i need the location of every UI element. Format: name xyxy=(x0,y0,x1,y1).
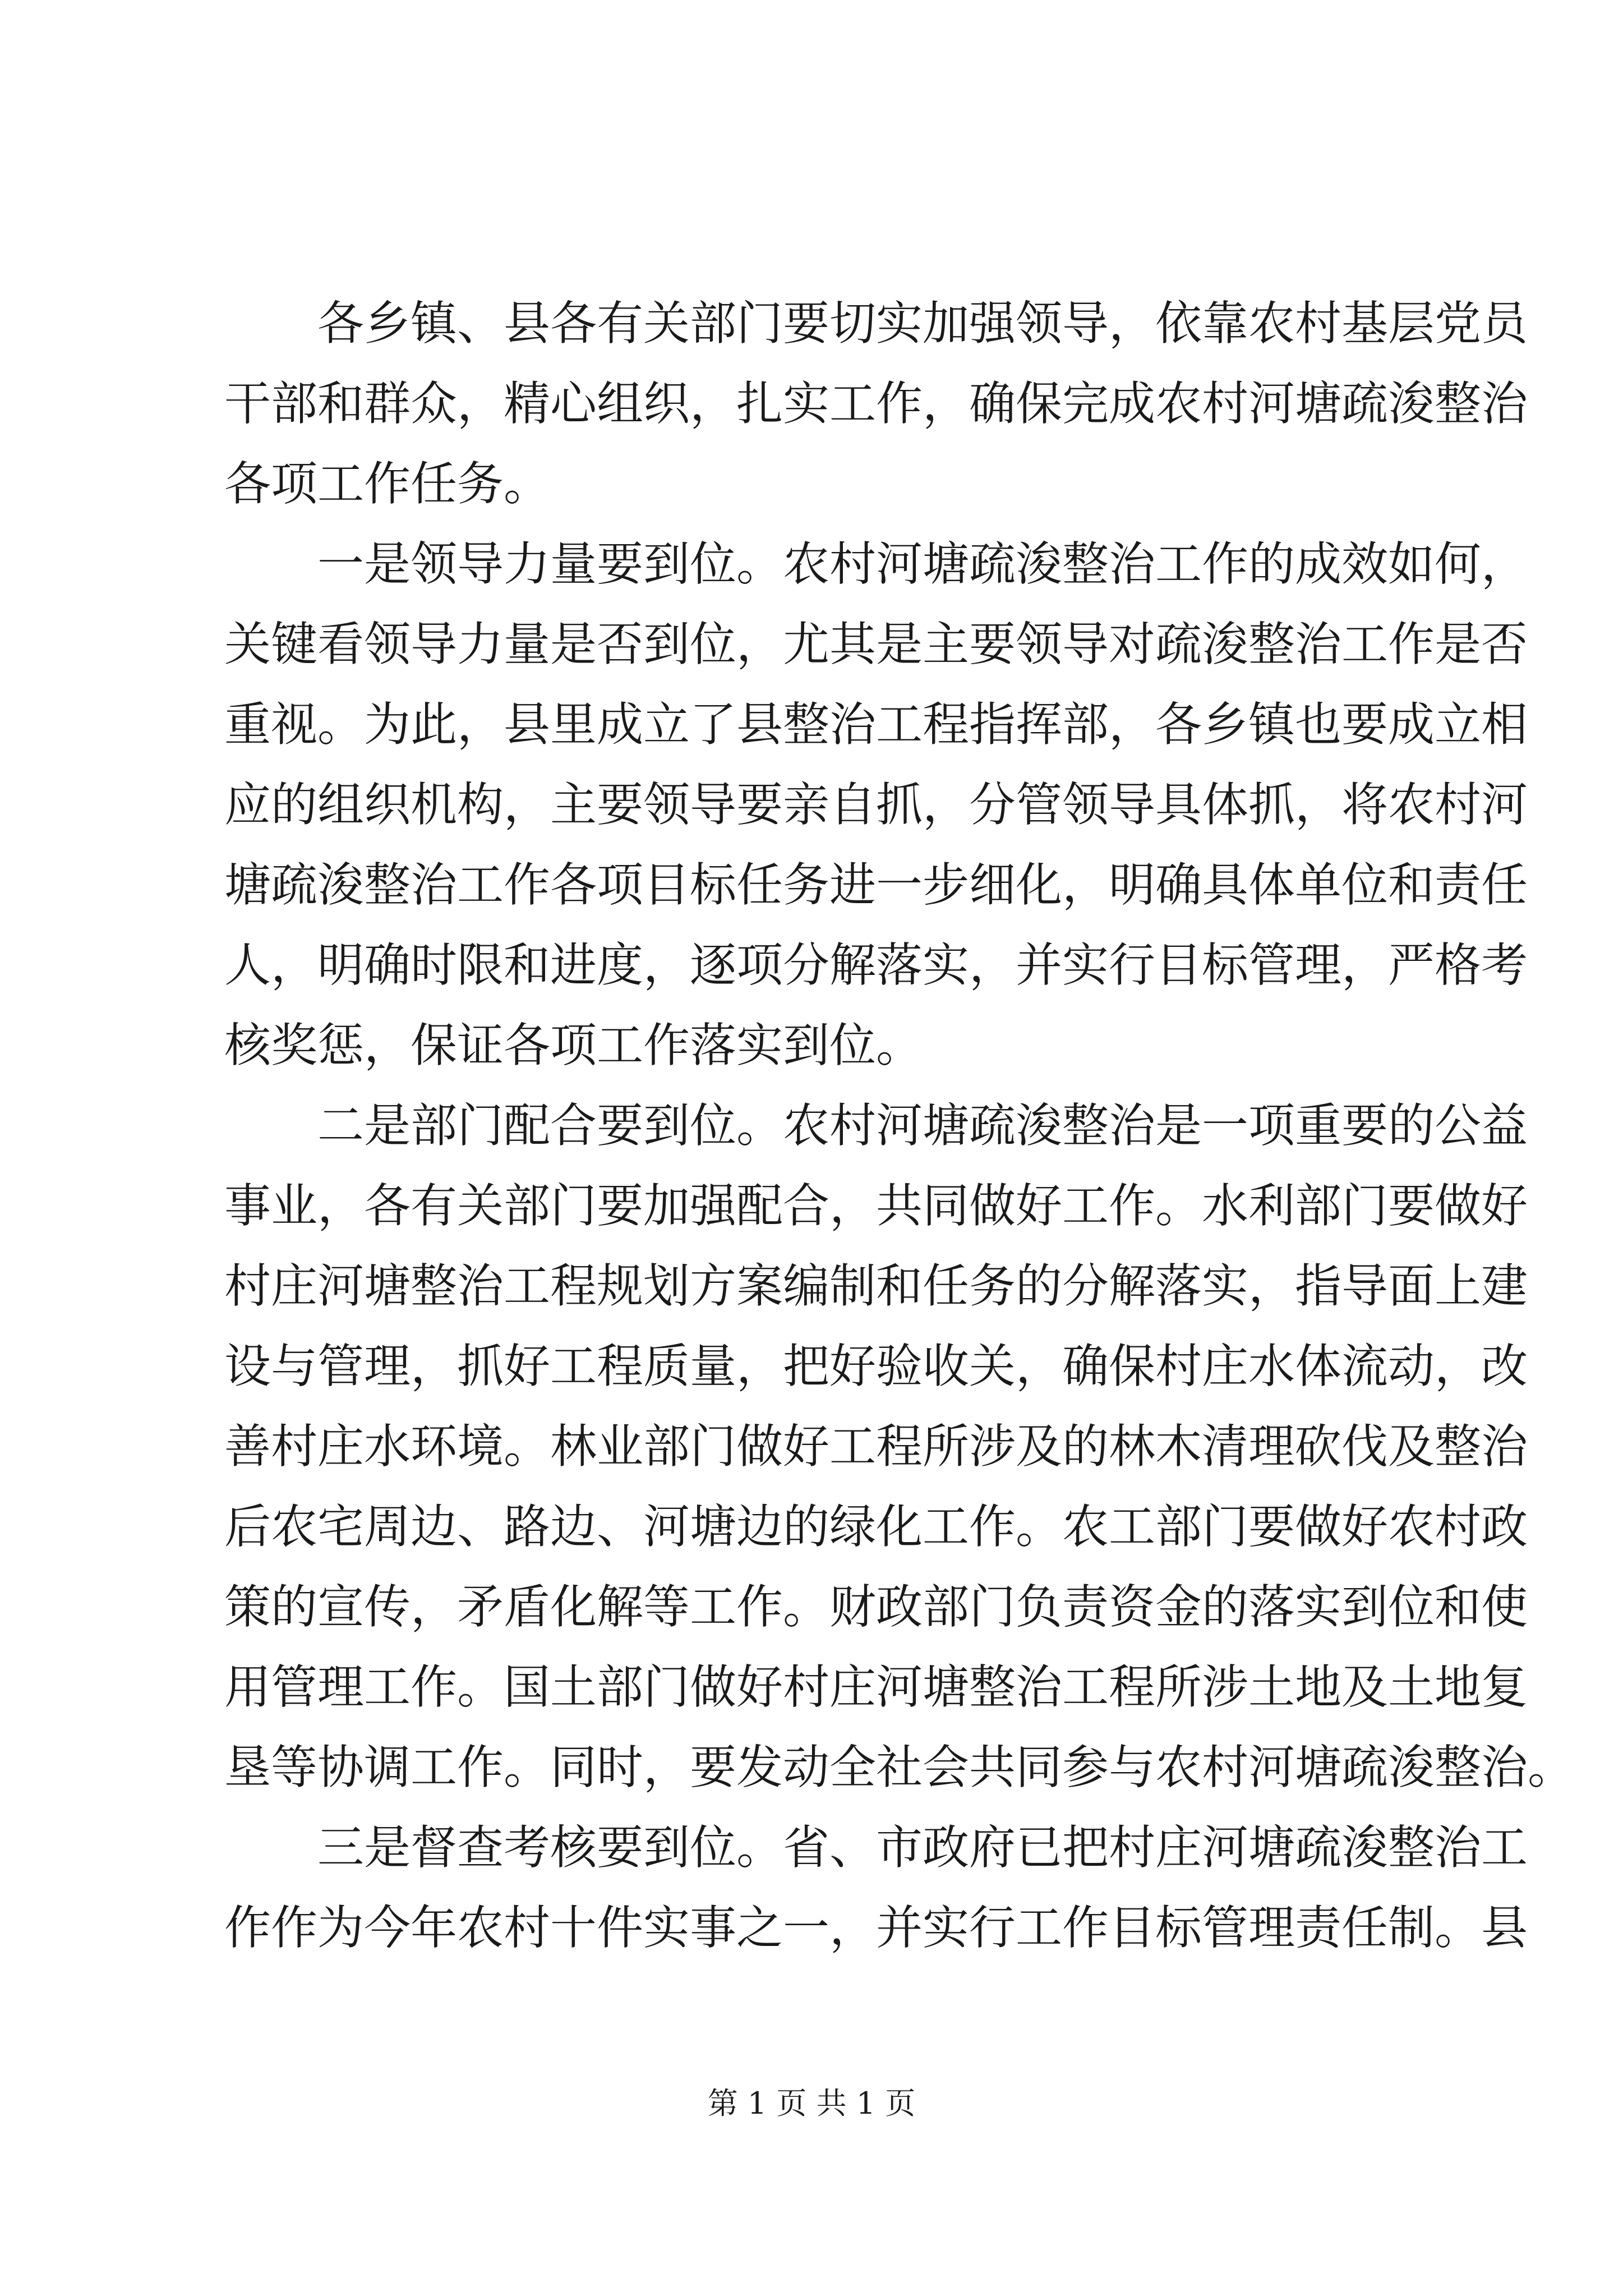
paragraph-2-line-2: 关键看领导力量是否到位，尤其是主要领导对疏浚整治工作是否 xyxy=(224,617,1528,671)
paragraph-2-line-7: 核奖惩，保证各项工作落实到位。 xyxy=(224,1018,923,1073)
paragraph-1-line-2: 干部和群众，精心组织，扎实工作，确保完成农村河塘疏浚整治 xyxy=(224,376,1528,431)
paragraph-3-line-3: 村庄河塘整治工程规划方案编制和任务的分解落实，指导面上建 xyxy=(224,1259,1528,1313)
paragraph-2-line-4: 应的组织机构，主要领导要亲自抓，分管领导具体抓，将农村河 xyxy=(224,777,1528,832)
paragraph-3-line-2: 事业，各有关部门要加强配合，共同做好工作。水利部门要做好 xyxy=(224,1179,1528,1233)
paragraph-2-line-1: 一是领导力量要到位。农村河塘疏浚整治工作的成效如何， xyxy=(317,537,1528,591)
paragraph-2-line-3: 重视。为此，县里成立了县整治工程指挥部，各乡镇也要成立相 xyxy=(224,697,1528,752)
page-footer: 第 1 页 共 1 页 xyxy=(707,2086,916,2121)
paragraph-1-line-3: 各项工作任务。 xyxy=(224,457,550,511)
paragraph-3-line-7: 策的宣传，矛盾化解等工作。财政部门负责资金的落实到位和使 xyxy=(224,1580,1528,1634)
paragraph-3-line-8: 用管理工作。国土部门做好村庄河塘整治工程所涉土地及土地复 xyxy=(224,1660,1528,1714)
document-body xyxy=(224,283,1574,1968)
paragraph-2-line-6: 人，明确时限和进度，逐项分解落实，并实行目标管理，严格考 xyxy=(224,938,1528,992)
paragraph-2-line-5: 塘疏浚整治工作各项目标任务进一步细化，明确具体单位和责任 xyxy=(224,858,1528,912)
paragraph-4-line-2: 作作为今年农村十件实事之一，并实行工作目标管理责任制。县 xyxy=(224,1901,1528,1955)
paragraph-3-line-9: 垦等协调工作。同时，要发动全社会共同参与农村河塘疏浚整治。 xyxy=(224,1740,1574,1795)
paragraph-1-line-1: 各乡镇、县各有关部门要切实加强领导，依靠农村基层党员 xyxy=(317,296,1528,351)
paragraph-3-line-1: 二是部门配合要到位。农村河塘疏浚整治是一项重要的公益 xyxy=(317,1098,1528,1153)
paragraph-3-line-4: 设与管理，抓好工程质量，把好验收关，确保村庄水体流动，改 xyxy=(224,1339,1528,1393)
paragraph-3-line-5: 善村庄水环境。林业部门做好工程所涉及的林木清理砍伐及整治 xyxy=(224,1419,1528,1474)
paragraph-3-line-6: 后农宅周边、路边、河塘边的绿化工作。农工部门要做好农村政 xyxy=(224,1499,1528,1554)
paragraph-4-line-1: 三是督查考核要到位。省、市政府已把村庄河塘疏浚整治工 xyxy=(317,1820,1528,1875)
